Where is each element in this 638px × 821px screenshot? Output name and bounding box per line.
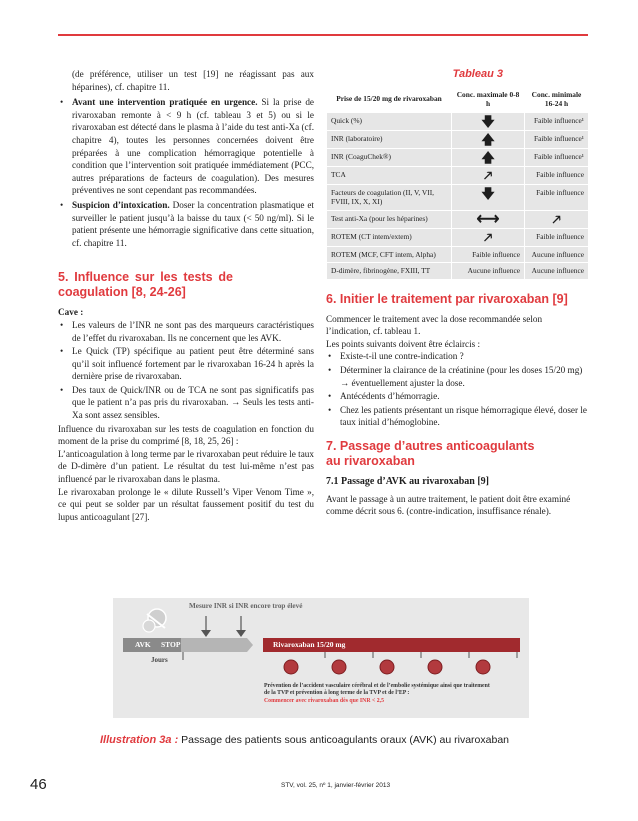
table-cell-label: D-dimère, fibrinogène, FXIII, TT: [327, 263, 452, 279]
table-header: Conc. minimale 16-24 h: [525, 87, 589, 113]
table-cell: Faible influence: [525, 228, 589, 246]
right-column: [326, 68, 588, 518]
table-3: [326, 87, 588, 279]
cave-bullets: [58, 319, 314, 422]
table-cell-label: ROTEM (MCF, CFT intem, Alpha): [327, 246, 452, 263]
list-item: • Chez les patients présentant un risque hémorragique élevé, doser le taux initial d’hémoglobine.: [326, 404, 588, 429]
left-column: [58, 68, 314, 523]
table-row: [327, 184, 589, 210]
days-label: Jours: [151, 656, 168, 664]
page-number: 46: [30, 776, 47, 793]
list-item: • Antécédents d’hémorragie.: [326, 390, 588, 403]
inr-measure-label: Mesure INR si INR encore trop élevé: [189, 602, 303, 610]
arrow-up-icon: 🡅: [452, 130, 525, 148]
table-cell-label: INR (CoaguChek®): [327, 148, 452, 166]
cave-bullet: • Les valeurs de l’INR ne sont pas des marqueurs caractéristiques de l’effet du rivaroxaban. Ils ne concernent que les AVK.: [58, 319, 314, 344]
section-5-title: 5. Influence sur les tests de coagulation [8, 24-26]: [58, 270, 233, 300]
table-cell: Aucune influence: [525, 263, 589, 279]
bullet-intervention: • Avant une intervention pratiquée en urgence. Si la prise de rivaroxaban remonte à < 9 h (cf. tableau 3 et 5) ou si le rivaroxaban est détecté dans le plasma à l’aide du test anti-Xa (cf. chapitre 4), toutes les personnes concernées doivent être préparées à une complication hémorragique potentielle à condition que l’intervention soit pratiquée immédiatement (PCC, autres préparations de facteurs de coagulation). Des mesures préventives ne sont cependant pas recommandées.: [58, 96, 314, 197]
arrow-diagonal-up-icon: 🡕: [452, 228, 525, 246]
table-cell-label: ROTEM (CT intem/extem): [327, 228, 452, 246]
pill-icon: [476, 660, 490, 674]
section-7-para: Avant le passage à un autre traitement, le patient doit être examiné comme décrit sous 6. (contre-indication, insuffisance rénale).: [326, 493, 571, 517]
section-6-para1: Commencer le traitement avec la dose recommandée selon l’indication, cf. tableau 1.: [326, 313, 543, 337]
list-item: • Existe-t-il une contre-indication ?: [326, 350, 588, 363]
section-7-subtitle: 7.1 Passage d’AVK au rivaroxaban [9]: [326, 475, 489, 487]
urgent-bullets: [58, 96, 314, 249]
table-header: Prise de 15/20 mg de rivaroxaban: [327, 87, 452, 113]
arrow-up-icon: 🡅: [452, 148, 525, 166]
table-cell-label: Test anti-Xa (pour les héparines): [327, 210, 452, 228]
figure-caption: [100, 734, 509, 746]
table-cell: Faible influence¹: [525, 112, 589, 130]
table-row: [327, 228, 589, 246]
table-cell-label: Facteurs de coagulation (II, V, VII, FVIII, IX, X, XI): [327, 184, 452, 210]
inr-arrow-icon: [236, 616, 246, 637]
journal-reference: STV, vol. 25, nº 1, janvier-février 2013: [281, 782, 391, 789]
table-cell-label: Quick (%): [327, 112, 452, 130]
pill-icon: [428, 660, 442, 674]
stop-bar: [181, 638, 253, 652]
pill-pack-icon: [143, 609, 166, 632]
table-3-title: Tableau 3: [452, 68, 503, 80]
table-row: [327, 210, 589, 228]
start-note: Commencer avec rivaroxaban dès que INR < 2,5: [264, 697, 384, 704]
pill-icon: [380, 660, 394, 674]
table-cell: Aucune influence: [452, 263, 525, 279]
table-row: [327, 130, 589, 148]
table-cell: Faible influence: [525, 184, 589, 210]
prevention-note: Prévention de l’accident vasculaire cérébral et de l’embolie systémique ainsi que traitement de la TVP et prévention à long terme de la TVP et de l’EP : Commencer avec rivaroxaban dès que INR < 2,5: [264, 683, 490, 704]
drvvt-paragraph: Le rivaroxaban prolonge le « dilute Russell’s Viper Venom Time », ce qui peut se solder par un résultat faussement positif du test du lupus anticoagulant [27].: [58, 486, 314, 522]
pill-icon: [332, 660, 346, 674]
section-6-bullets: [326, 350, 588, 429]
table-header: Conc. maximale 0-8 h: [452, 87, 525, 113]
cave-bullet: • Le Quick (TP) spécifique au patient peut être déterminé sans qu’il soit influencé fortement par le rivaroxaban 16-24 h après la dernière prise de rivaroxaban.: [58, 345, 314, 383]
table-cell-label: INR (laboratoire): [327, 130, 452, 148]
top-accent-rule: [58, 34, 588, 36]
stop-label: STOP: [161, 640, 181, 649]
list-item: • Déterminer la clairance de la créatinine (pour les doses 15/20 mg) → éventuellement ajuster la dose.: [326, 364, 588, 389]
arrow-both-icon: ⟷: [452, 210, 525, 228]
illustration-3a: [113, 598, 529, 718]
caption-text: Passage des patients sous anticoagulants oraux (AVK) au rivaroxaban: [178, 734, 509, 746]
arrow-down-icon: 🡇: [452, 184, 525, 210]
section-6-para2: Les points suivants doivent être éclaircis :: [326, 338, 481, 349]
section-7-title: 7. Passage d’autres anticoagulants au rivaroxaban: [326, 438, 535, 468]
table-row: [327, 246, 589, 263]
arrow-down-icon: 🡇: [452, 112, 525, 130]
inr-arrow-icon: [201, 616, 211, 637]
table-cell: Faible influence¹: [525, 148, 589, 166]
avk-label: AVK: [135, 640, 151, 649]
cave-label: Cave :: [58, 307, 84, 318]
arrow-diagonal-up-icon: 🡕: [525, 210, 589, 228]
cave-bullet: • Des taux de Quick/INR ou de TCA ne sont pas significatifs pas que le patient n’a pas pris du rivaroxaban. → Seuls les tests anti-Xa sont assez sensibles.: [58, 384, 314, 422]
table-row: [327, 166, 589, 184]
rivaroxaban-label: Rivaroxaban 15/20 mg: [273, 640, 346, 649]
table-cell: Faible influence: [525, 166, 589, 184]
section-6-title: 6. Initier le traitement par rivaroxaban [9]: [326, 291, 568, 306]
table-cell: Faible influence: [452, 246, 525, 263]
table-cell: Faible influence¹: [525, 130, 589, 148]
ddimer-paragraph: L’anticoagulation à long terme par le rivaroxaban peut réduire le taux de D-dimère d’un patient. Le résultat du test lui-même n’est pas influencé par le rivaroxaban dans le plasma.: [58, 448, 314, 485]
caption-label: Illustration 3a :: [100, 734, 179, 746]
table-row: [327, 148, 589, 166]
pill-icon: [284, 660, 298, 674]
intro-text: (de préférence, utiliser un test [19] ne réagissant pas aux héparines), cf. chapitre 11.: [72, 69, 314, 92]
arrow-diagonal-up-icon: 🡕: [452, 166, 525, 184]
table-row: [327, 263, 589, 279]
bullet-intoxication: • Suspicion d’intoxication. Doser la concentration plasmatique et surveiller le patient jusqu’à la baisse du taux (< 50 ng/ml). Si le patient présente une hémorragie significative dans cette situation, cf. chapitre 11.: [58, 199, 314, 249]
table-cell: Aucune influence: [525, 246, 589, 263]
table-cell-label: TCA: [327, 166, 452, 184]
table-row: [327, 112, 589, 130]
influence-paragraph: Influence du rivaroxaban sur les tests de coagulation en fonction du moment de la prise du comprimé [8, 18, 25, 26] :: [58, 423, 314, 447]
